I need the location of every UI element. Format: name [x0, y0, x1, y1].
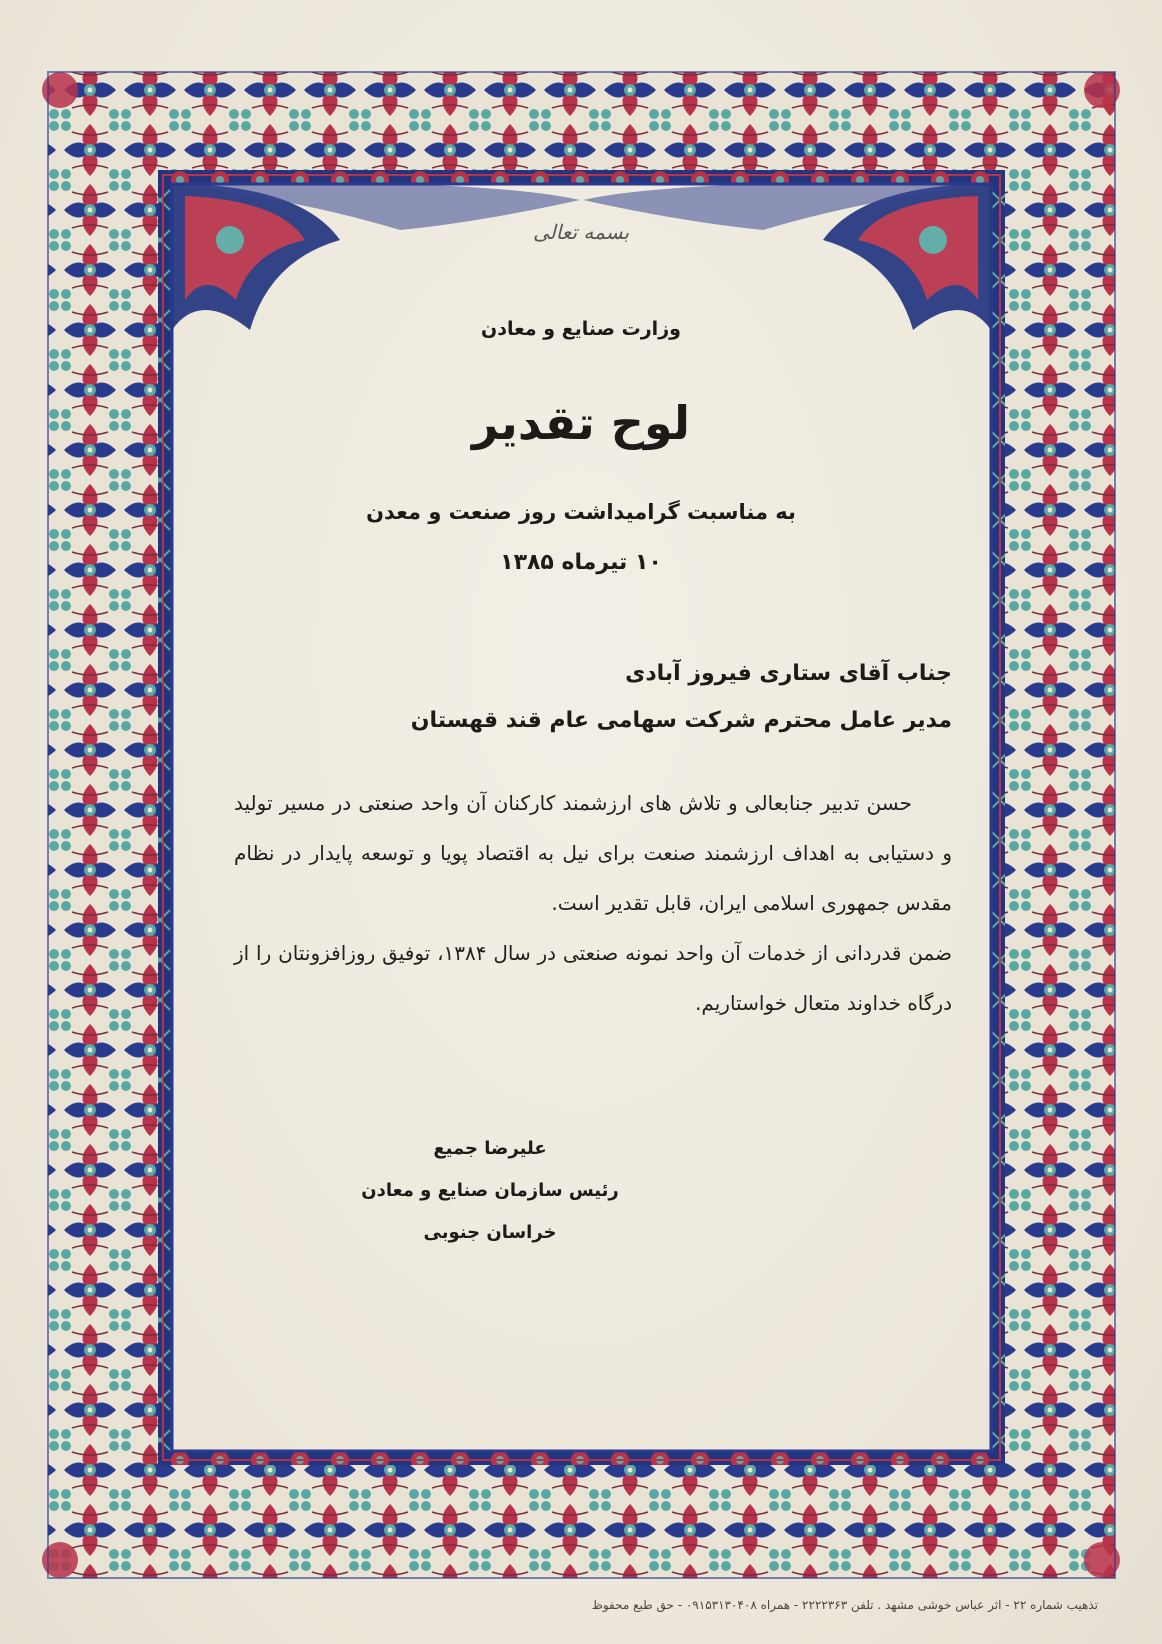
signature-block — [330, 1128, 650, 1254]
recipient-position: مدیر عامل محترم شرکت سهامی عام قند قهستان — [410, 708, 952, 733]
occasion-line: به مناسبت گرامیداشت روز صنعت و معدن — [366, 500, 796, 524]
certificate-body — [234, 778, 952, 1028]
signatory-name: علیرضا جمیع — [433, 1138, 547, 1159]
ministry-name: وزارت صنایع و معادن — [481, 318, 681, 340]
signatory-title: رئیس سازمان صنایع و معادن — [361, 1180, 619, 1201]
recipient-name: جناب آقای ستاری فیروز آبادی — [625, 661, 952, 686]
body-paragraph-1: حسن تدبیر جنابعالی و تلاش های ارزشمند کارکنان آن واحد صنعتی در مسیر تولید و دستیابی به اهداف ارزشمند صنعت برای نیل به اقتصاد پویا و توسعه پایدار در نظام مقدس جمهوری اسلامی ایران، قابل تقدیر است. — [234, 791, 952, 915]
signatory-region: خراسان جنوبی — [423, 1222, 557, 1243]
certificate-content — [200, 200, 962, 1440]
recipient-block — [232, 650, 952, 744]
basmala-header: بسمه تعالی — [532, 220, 630, 244]
printer-footer: تذهیب شماره ۲۲ - اثر عباس خوشی مشهد . تلفن ۲۲۲۲۳۶۳ - همراه ۰۹۱۵۳۱۳۰۴۰۸ - حق طبع محفوظ — [591, 1598, 1098, 1612]
body-paragraph-2: ضمن قدردانی از خدمات آن واحد نمونه صنعتی در سال ۱۳۸۴، توفیق روزافزونتان را از درگاه خداوند متعال خواستاریم. — [234, 941, 953, 1015]
certificate-title: لوح تقدیر — [471, 396, 691, 450]
date-line: ۱۰ تیرماه ۱۳۸۵ — [500, 550, 662, 575]
